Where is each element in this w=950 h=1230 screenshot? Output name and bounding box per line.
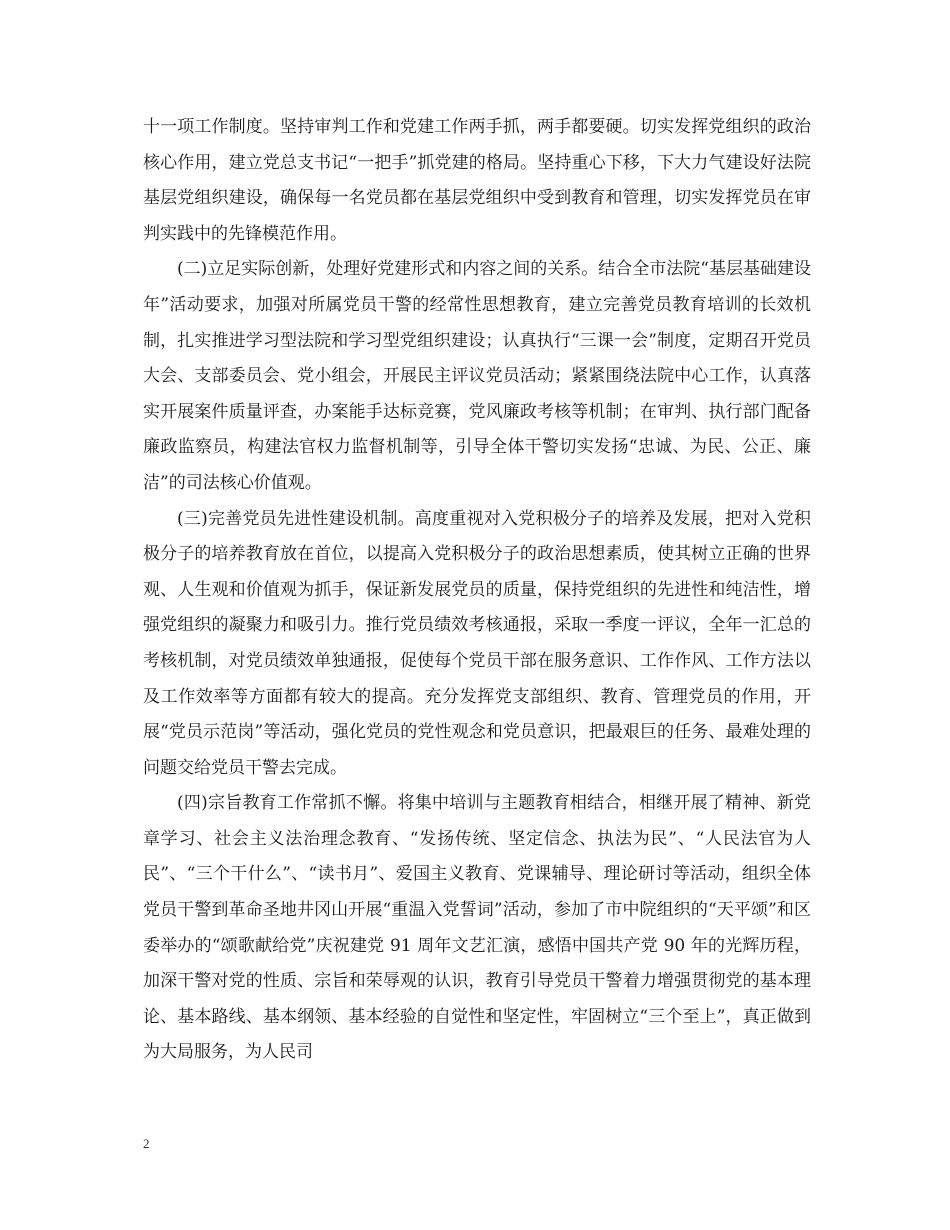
page-number: 2 xyxy=(143,1136,150,1151)
paragraph-4: (四)宗旨教育工作常抓不懈。将集中培训与主题教育相结合，相继开展了精神、新党章学习、社会主义法治理念教育、“发扬传统、坚定信念、执法为民”、“人民法官为人民”、“三个干什么”、“读书月”、爱国主义教育、党课辅导、理论研讨等活动，组织全体党员干警到革命圣地井冈山开展“重温入党誓词”活动，参加了市中院组织的“天平颂”和区委举办的“颂歌献给党”庆祝建党 91 周年文艺汇演，感悟中国共产党 90 年的光辉历程，加深干警对党的性质、宗旨和荣辱观的认识，教育引导党员干警着力增强贯彻党的基本理论、基本路线、基本纲领、基本经验的自觉性和坚定性，牢固树立“三个至上”，真正做到为大局服务，为人民司 xyxy=(143,793,811,1063)
paragraph-2: (二)立足实际创新，处理好党建形式和内容之间的关系。结合全市法院“基层基础建设年”活动要求，加强对所属党员干警的经常性思想教育，建立完善党员教育培训的长效机制，扎实推进学习型法院和学习型党组织建设；认真执行“三课一会”制度，定期召开党员大会、支部委员会、党小组会，开展民主评议党员活动；紧紧围绕法院中心工作，认真落实开展案件质量评查，办案能手达标竞赛，党风廉政考核等机制；在审判、执行部门配备廉政监察员，构建法官权力监督机制等，引导全体干警切实发扬“忠诚、为民、公正、廉洁”的司法核心价值观。 xyxy=(143,259,811,493)
document-body xyxy=(143,110,811,1071)
paragraph-3: (三)完善党员先进性建设机制。高度重视对入党积极分子的培养及发展，把对入党积极分子的培养教育放在首位，以提高入党积极分子的政治思想素质，使其树立正确的世界观、人生观和价值观为抓手，保证新发展党员的质量，保持党组织的先进性和纯洁性，增强党组织的凝聚力和吸引力。推行党员绩效考核通报，采取一季度一评议，全年一汇总的考核机制，对党员绩效单独通报，促使每个党员干部在服务意识、工作作风、工作方法以及工作效率等方面都有较大的提高。充分发挥党支部组织、教育、管理党员的作用，开展“党员示范岗”等活动，强化党员的党性观念和党员意识，把最艰巨的任务、最难处理的问题交给党员干警去完成。 xyxy=(143,508,811,778)
paragraph-1: 十一项工作制度。坚持审判工作和党建工作两手抓，两手都要硬。切实发挥党组织的政治核心作用，建立党总支书记“一把手”抓党建的格局。坚持重心下移，下大力气建设好法院基层党组织建设，确保每一名党员都在基层党组织中受到教育和管理，切实发挥党员在审判实践中的先锋模范作用。 xyxy=(143,117,811,244)
